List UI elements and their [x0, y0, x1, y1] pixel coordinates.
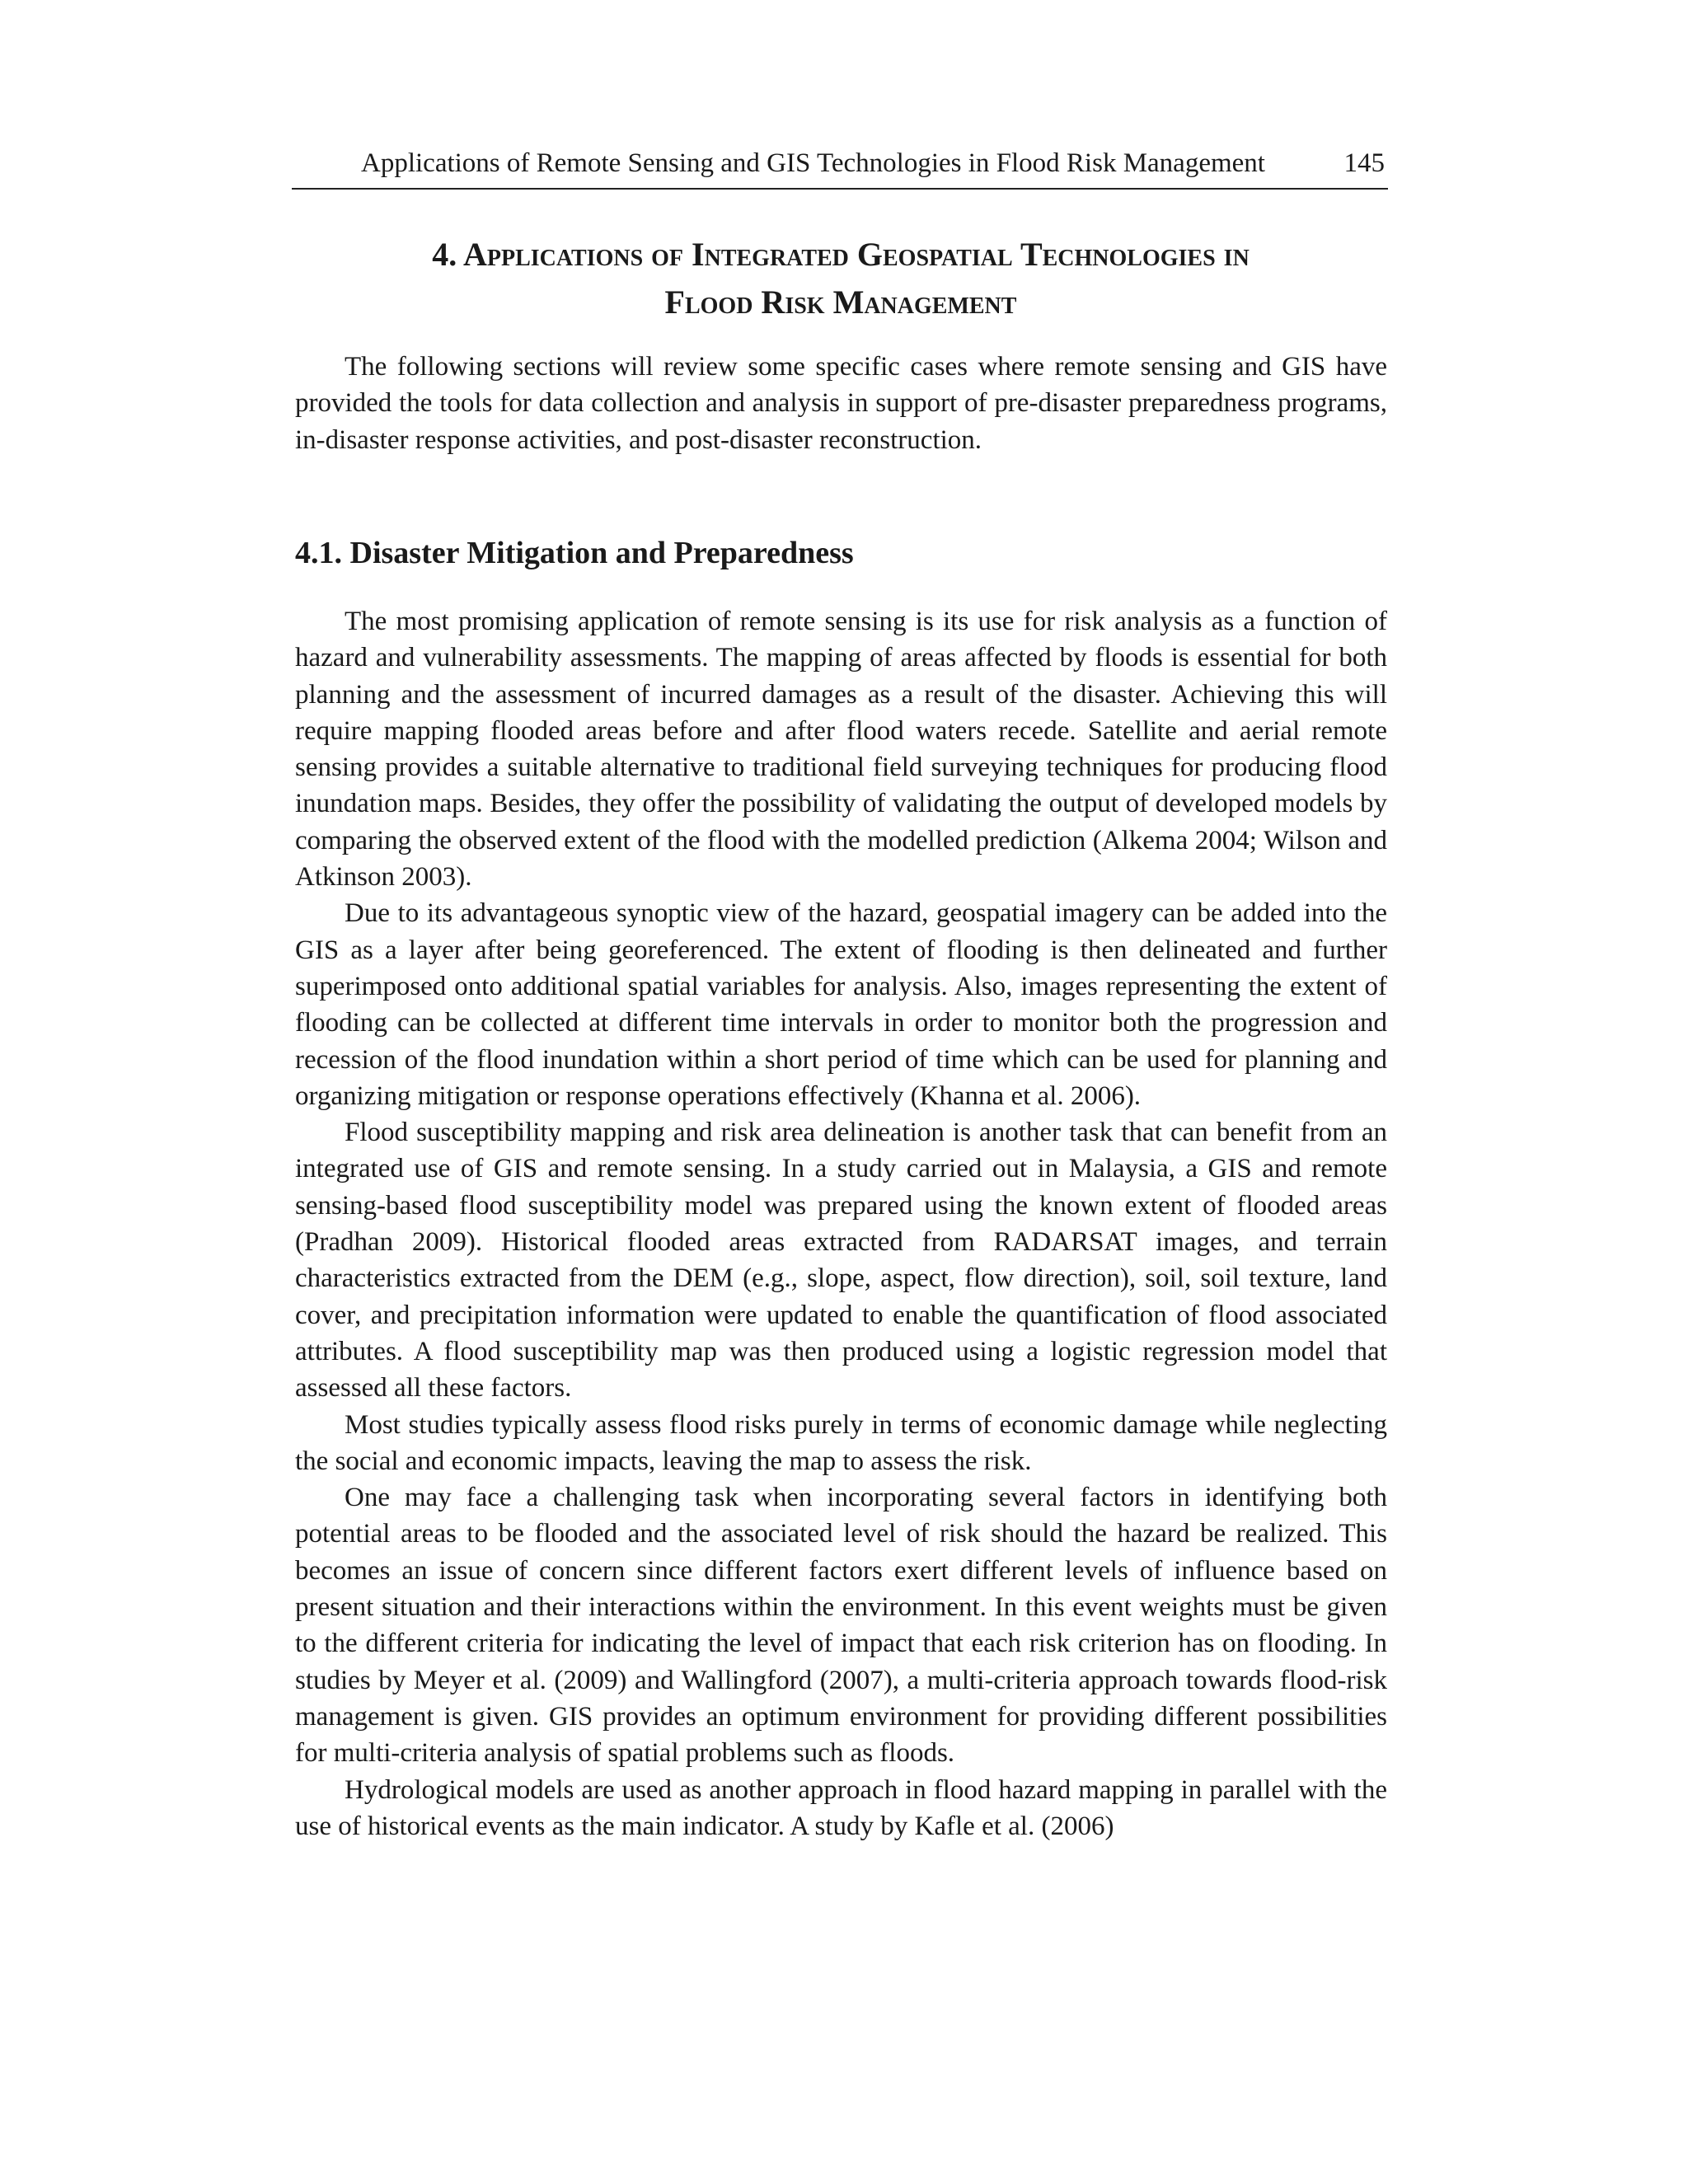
chapter-heading-line-1: 4. Applications of Integrated Geospatial Technologies in	[432, 236, 1250, 273]
page-number: 145	[1343, 148, 1385, 178]
body-paragraph: The most promising application of remote sensing is its use for risk analysis as a function of hazard and vulnerability assessments. The mapping of areas affected by floods is essential for both planning and the assessment of incurred damages as a result of the disaster. Achieving this will require mapping flooded areas before and after flood waters recede. Satellite and aerial remote sensing provides a suitable alternative to traditional field surveying techniques for producing flood inundation maps. Besides, they offer the possibility of validating the output of developed models by comparing the observed extent of the flood with the modelled prediction (Alkema 2004; Wilson and Atkinson 2003).	[295, 607, 1387, 893]
running-header-title: Applications of Remote Sensing and GIS Technologies in Flood Risk Management	[361, 148, 1265, 178]
section-heading: 4.1. Disaster Mitigation and Preparedness	[295, 536, 854, 570]
body-paragraph: Due to its advantageous synoptic view of the hazard, geospatial imagery can be added into the GIS as a layer after being georeferenced. The extent of flooding is then delineated and further superimposed onto additional spatial variables for analysis. Also, images representing the extent of flooding can be collected at different time intervals in order to monitor both the progression and recession of the flood inundation within a short period of time which can be used for planning and organizing mitigation or response operations effectively (Khanna et al. 2006).	[295, 898, 1387, 1111]
body-paragraph: Most studies typically assess flood risks purely in terms of economic damage while neglecting the social and economic impacts, leaving the map to assess the risk.	[295, 1409, 1387, 1476]
body-paragraph: One may face a challenging task when incorporating several factors in identifying both potential areas to be flooded and the associated level of risk should the hazard be realized. This becomes an issue of concern since different factors exert different levels of influence based on present situation and their interactions within the environment. In this event weights must be given to the different criteria for indicating the level of impact that each risk criterion has on flooding. In studies by Meyer et al. (2009) and Wallingford (2007), a multi-criteria approach towards flood-risk management is given. GIS provides an optimum environment for providing different possibilities for multi-criteria analysis of spatial problems such as floods.	[295, 1483, 1387, 1769]
intro-text	[295, 349, 1387, 458]
chapter-heading-line-2: Flood Risk Management	[664, 284, 1017, 321]
section-body	[295, 603, 1387, 1844]
body-paragraph: Hydrological models are used as another approach in flood hazard mapping in parallel with the use of historical events as the main indicator. A study by Kafle et al. (2006)	[295, 1774, 1387, 1841]
intro-paragraph: The following sections will review some specific cases where remote sensing and GIS have provided the tools for data collection and analysis in support of pre-disaster preparedness programs, in-disaster response activities, and post-disaster reconstruction.	[295, 352, 1387, 455]
running-header	[292, 142, 1388, 190]
chapter-heading	[280, 231, 1401, 326]
body-paragraph: Flood susceptibility mapping and risk area delineation is another task that can benefit from an integrated use of GIS and remote sensing. In a study carried out in Malaysia, a GIS and remote sensing-based flood susceptibility model was prepared using the known extent of flooded areas (Pradhan 2009). Historical flooded areas extracted from RADARSAT images, and terrain characteristics extracted from the DEM (e.g., slope, aspect, flow direction), soil, soil texture, land cover, and precipitation information were updated to enable the quantification of flood associated attributes. A flood susceptibility map was then produced using a logistic regression model that assessed all these factors.	[295, 1118, 1387, 1404]
